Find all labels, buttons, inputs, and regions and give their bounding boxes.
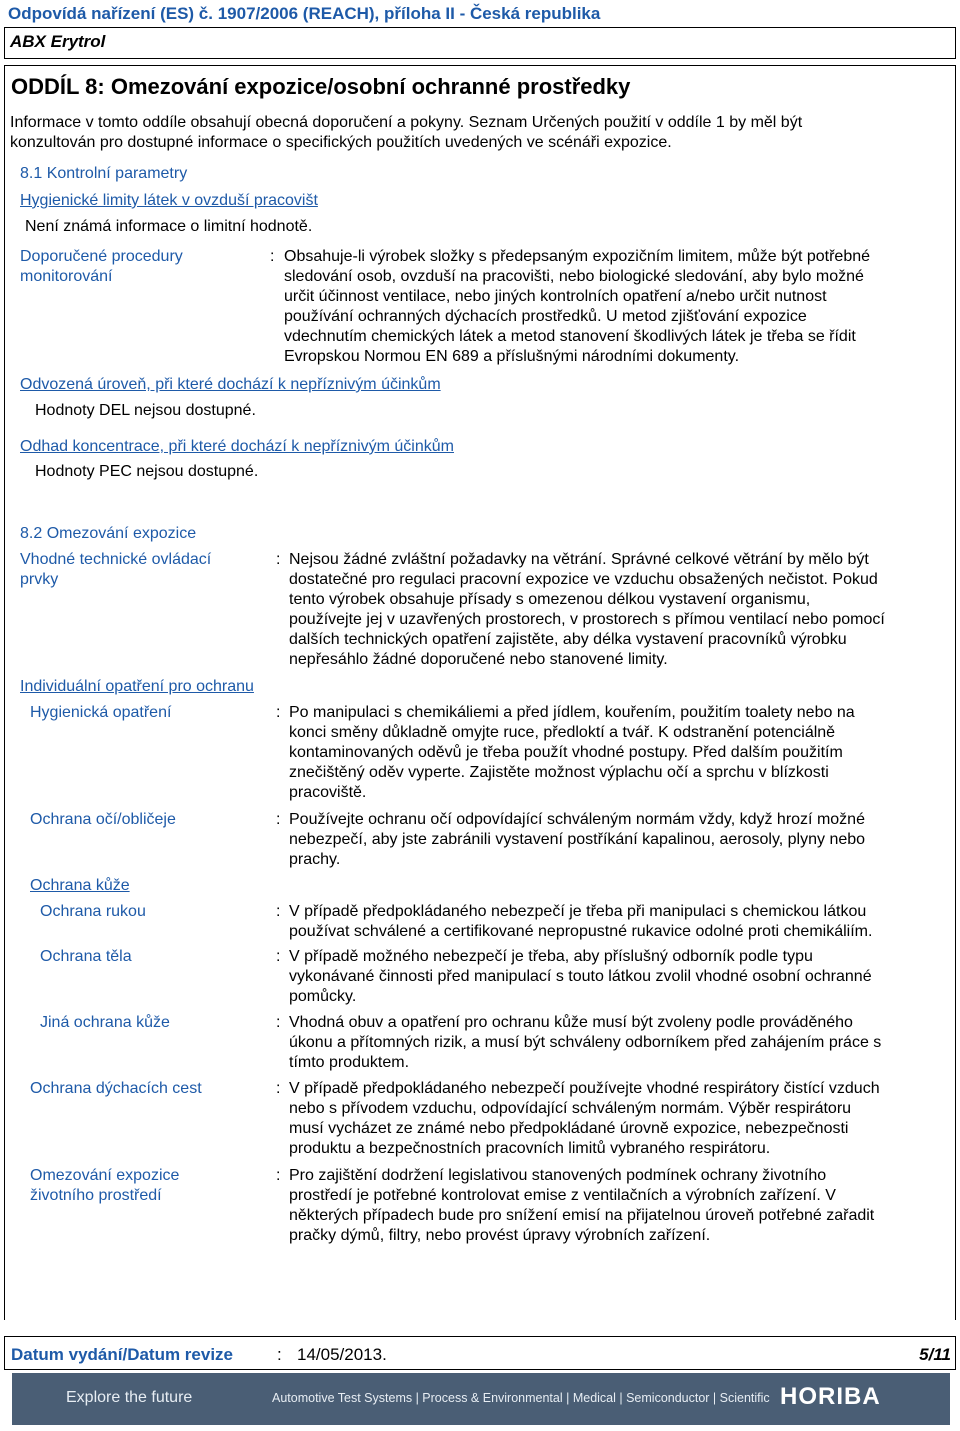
eng-text [289,550,885,670]
intro-line-2: konzultován pro dostupné informace o specifických použitích uvedených ve scénáři expozice. [10,134,672,151]
eye-text [289,810,865,870]
pnec-heading: Odhad koncentrace, při které dochází k nepříznivým účinkům [20,438,454,455]
other-skin-line: úkonu a přítomných rizik, a musí být schváleny odborníkem před zahájením práce s [289,1034,882,1051]
hand-line: V případě předpokládaného nebezpečí je třeba při manipulaci s chemickou látkou [289,903,867,920]
env-line: prostředí je potřebné kontrolovat emise z ventilačních a výrobních zařízení. V [289,1187,836,1204]
body-line: pomůcky. [289,988,357,1005]
monitor-line: určit účinnost ventilace, nebo jiných kontrolních opatření a/nebo určit nutnost [284,288,827,305]
eng-line: Nejsou žádné zvláštní požadavky na větrání. Správné celkové větrání by mělo být [289,551,869,568]
monitor-label-1: Doporučené procedury [20,248,183,265]
resp-text [289,1079,880,1159]
body-colon: : [276,948,281,965]
banner-slogan: Explore the future [66,1389,193,1406]
hygiene-label: Hygienická opatření [30,704,172,721]
dnel-text: Hodnoty DEL nejsou dostupné. [35,402,256,419]
hygiene-colon: : [276,704,281,721]
pnec-text: Hodnoty PEC nejsou dostupné. [35,463,259,480]
env-label-1: Omezování expozice [30,1167,180,1184]
body-text [289,947,872,1007]
other-skin-label: Jiná ochrana kůže [40,1014,170,1031]
banner-divisions: Automotive Test Systems | Process & Environmental | Medical | Semiconductor | Scientific [272,1391,770,1405]
skin-heading: Ochrana kůže [30,877,130,894]
subsection-8-2-heading: 8.2 Omezování expozice [20,525,197,542]
hand-text [289,902,872,942]
env-line: některých případech bude pro snížení emisí na přijatelnou úroveň potřebné zařadit [289,1207,875,1224]
env-line: pračky dýmů, filtry, nebo provést úpravy výrobních zařízení. [289,1227,711,1244]
footer-colon: : [277,1345,282,1364]
resp-line: musí vycházet ze známé nebo předpokládané úrovně expozice, nebezpečnosti [289,1120,849,1137]
hand-line: používat schválené a certifikované nepropustné rukavice odolné proti chemikáliím. [289,923,873,940]
body-label: Ochrana těla [40,948,132,965]
eye-line: Používejte ochranu očí odpovídající schváleným normám vždy, když hrozí možné [289,811,865,828]
resp-line: nebo s přívodem vzduchu, odpovídající schváleným normám. Výběr respirátoru [289,1100,852,1117]
ppe-heading: Individuální opatření pro ochranu [20,678,254,695]
eye-line: prachy. [289,851,341,868]
eng-colon: : [276,551,281,568]
monitor-text [284,247,870,367]
horiba-logo: HORIBA [780,1383,881,1410]
other-skin-line: tímto produktem. [289,1054,410,1071]
env-colon: : [276,1167,281,1184]
hygiene-line: pracoviště. [289,784,367,801]
eng-line: tento výrobek obsahuje přísady s omezenou délkou vystavení organismu, [289,591,811,608]
monitor-line: vdechnutím chemických látek a metod stanovení škodlivých látek je třeba se řídit [284,328,856,345]
monitor-line: Evropskou Normou EN 689 a příslušnými národními dokumenty. [284,348,740,365]
eng-line: nepřesáhlo žádné doporučené nebo stanovené limity. [289,651,668,668]
resp-line: produktu a bezpečnostních pracovních limitů vybraného respirátoru. [289,1140,771,1157]
env-line: Pro zajištění dodržení legislativou stanovených podmínek ochrany životního [289,1167,827,1184]
hygiene-line: Po manipulaci s chemikáliemi a před jídlem, kouřením, použitím toalety nebo na [289,704,855,721]
resp-line: V případě předpokládaného nebezpečí používejte vhodné respirátory čistící vzduch [289,1080,880,1097]
eng-line: dalších technických opatření zajistěte, aby délka vystavení pracovníků výrobku [289,631,847,648]
eye-colon: : [276,811,281,828]
hygiene-line: znečištěný oděv vyperte. Zajistěte možnost výplachu očí a sprchu v blízkosti [289,764,829,781]
section-title: ODDÍL 8: Omezování expozice/osobní ochranné prostředky [11,74,631,99]
env-label-2: životního prostředí [30,1187,162,1204]
env-text [289,1166,874,1246]
monitor-line: Obsahuje-li výrobek složky s předepsaným expozičním limitem, může být potřebné [284,248,871,265]
body-line: V případě možného nebezpečí je třeba, aby příslušný odborník podle typu [289,948,813,965]
resp-label: Ochrana dýchacích cest [30,1080,202,1097]
hyg-limits-text: Není známá informace o limitní hodnotě. [25,218,313,235]
footer-date-label: Datum vydání/Datum revize [11,1345,234,1364]
other-skin-text [289,1013,881,1073]
eng-line: používejte jej v uzavřených prostorech, v prostorech s přímou ventilací nebo pomocí [289,611,885,628]
eye-line: nebezpečí, aby jste zabránili vystavení postříkání kapalinou, aerosoly, plyny nebo [289,831,866,848]
footer-box [4,1336,956,1370]
section-title-box [4,65,956,105]
hand-colon: : [276,903,281,920]
monitor-line: používání ochranných dýchacích prostředků. U metod zjišťování expozice [284,308,807,325]
monitor-label-2: monitorování [20,268,113,285]
eye-label: Ochrana očí/obličeje [30,811,176,828]
subsection-8-1-heading: 8.1 Kontrolní parametry [20,165,188,182]
body-line: vykonávané činnosti před manipulací s touto látkou zvolil vhodné osobní ochranné [289,968,872,985]
footer-date: 14/05/2013. [297,1345,387,1364]
regulation-title: Odpovídá nařízení (ES) č. 1907/2006 (REACH), příloha II - Česká republika [8,4,601,23]
intro-line-1: Informace v tomto oddíle obsahují obecná doporučení a pokyny. Seznam Určených použití v oddíle 1 by měl být [10,114,803,131]
hand-label: Ochrana rukou [40,903,146,920]
page-number: 5/11 [919,1345,951,1364]
resp-colon: : [276,1080,281,1097]
hygiene-text [289,703,855,803]
monitor-line: sledování osob, ovzduší na pracovišti, nebo biologické sledování, aby bylo možné [284,268,864,285]
hygiene-line: konci směny důkladně omyjte ruce, předloktí a tvář. K odstranění potenciálně [289,724,836,741]
other-skin-colon: : [276,1014,281,1031]
hygiene-line: kontaminovaných oděvů je třeba použít vhodné postupy. Před dalším použitím [289,744,843,761]
eng-line: dostatečné pro regulaci pracovní expozice ve vzduchu obsažených nečistot. Pokud [289,571,878,588]
eng-label-1: Vhodné technické ovládací [20,551,212,568]
other-skin-line: Vhodná obuv a opatření pro ochranu kůže musí být zvoleny podle prováděného [289,1014,853,1031]
product-box [4,27,956,59]
monitor-colon: : [270,248,275,265]
eng-label-2: prvky [20,571,59,588]
hyg-limits-heading: Hygienické limity látek v ovzduší pracovišt [20,192,318,209]
company-banner [12,1373,950,1425]
dnel-heading: Odvozená úroveň, při které dochází k nepříznivým účinkům [20,376,441,393]
product-name: ABX Erytrol [10,32,106,51]
